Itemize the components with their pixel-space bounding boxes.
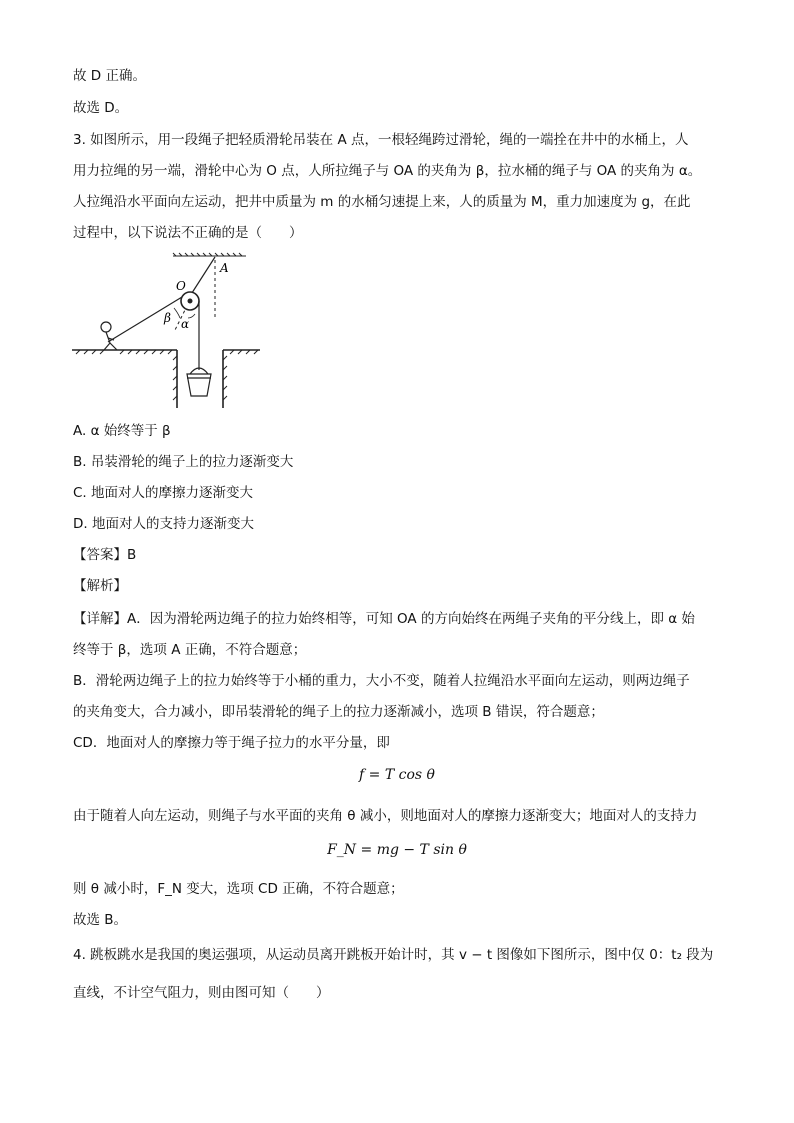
option-c: C. 地面对人的摩擦力逐渐变大 xyxy=(73,485,254,501)
person-figure xyxy=(101,322,117,350)
option-b: B. 吊装滑轮的绳子上的拉力逐渐变大 xyxy=(73,454,294,470)
detail-line-4: 的夹角变大，合力减小，即吊装滑轮的绳子上的拉力逐渐减小，选项 B 错误，符合题意； xyxy=(73,704,604,720)
q3-stem-line-3: 人拉绳沿水平面向左运动，把井中质量为 m 的水桶匀速提上来，人的质量为 M，重力加速度为 g，在此 xyxy=(73,194,691,210)
detail-line-8: 故选 B。 xyxy=(73,912,128,928)
label-o: O xyxy=(176,279,186,293)
detail-line-1: 【详解】A．因为滑轮两边绳子的拉力始终相等，可知 OA 的方向始终在两绳子夹角的平分线上，即 α 始 xyxy=(73,611,695,627)
ground-left xyxy=(72,350,177,408)
detail-line-6: 由于随着人向左运动，则绳子与水平面的夹角 θ 减小，则地面对人的摩擦力逐渐变大；地面对人的支持力 xyxy=(73,808,698,824)
answer-tag: 【答案】B xyxy=(73,547,137,563)
label-beta: β xyxy=(164,311,171,325)
q3-stem-line-4: 过程中，以下说法不正确的是（ ） xyxy=(73,225,303,241)
analysis-tag: 【解析】 xyxy=(73,578,127,594)
pulley-well-figure xyxy=(70,250,270,410)
detail-line-3: B．滑轮两边绳子上的拉力始终等于小桶的重力，大小不变，随着人拉绳沿水平面向左运动，则两边绳子 xyxy=(73,673,690,689)
q4-stem-line-1: 4. 跳板跳水是我国的奥运强项，从运动员离开跳板开始计时，其 v − t 图像如下图所示，图中仅 0：t₂ 段为 xyxy=(73,947,714,963)
label-alpha: α xyxy=(181,317,190,331)
detail-line-2: 终等于 β，选项 A 正确，不符合题意； xyxy=(73,642,307,658)
q3-stem-line-2: 用力拉绳的另一端，滑轮中心为 O 点，人所拉绳子与 OA 的夹角为 β，拉水桶的绳子与 OA 的夹角为 α。 xyxy=(73,163,702,179)
equation-normal-force: F_N = mg − T sin θ xyxy=(327,842,467,858)
label-a: A xyxy=(220,261,229,275)
q3-stem-line-1: 3. 如图所示，用一段绳子把轻质滑轮吊装在 A 点，一根轻绳跨过滑轮，绳的一端拴在井中的水桶上，人 xyxy=(73,132,689,148)
q4-stem-line-2: 直线，不计空气阻力，则由图可知（ ） xyxy=(73,985,330,1001)
equation-friction: f = T cos θ xyxy=(359,767,435,783)
detail-line-5: CD．地面对人的摩擦力等于绳子拉力的水平分量，即 xyxy=(73,735,390,751)
top-line-2: 故选 D。 xyxy=(73,100,129,116)
pulley-center xyxy=(188,299,193,304)
hanging-rope xyxy=(190,257,215,296)
option-a: A. α 始终等于 β xyxy=(73,423,171,439)
ceiling xyxy=(173,253,246,256)
top-line-1: 故 D 正确。 xyxy=(73,68,146,84)
option-d: D. 地面对人的支持力逐渐变大 xyxy=(73,516,254,532)
detail-line-7: 则 θ 减小时，F_N 变大，选项 CD 正确，不符合题意； xyxy=(73,881,404,897)
bucket xyxy=(187,368,211,396)
ground-right xyxy=(223,350,260,408)
